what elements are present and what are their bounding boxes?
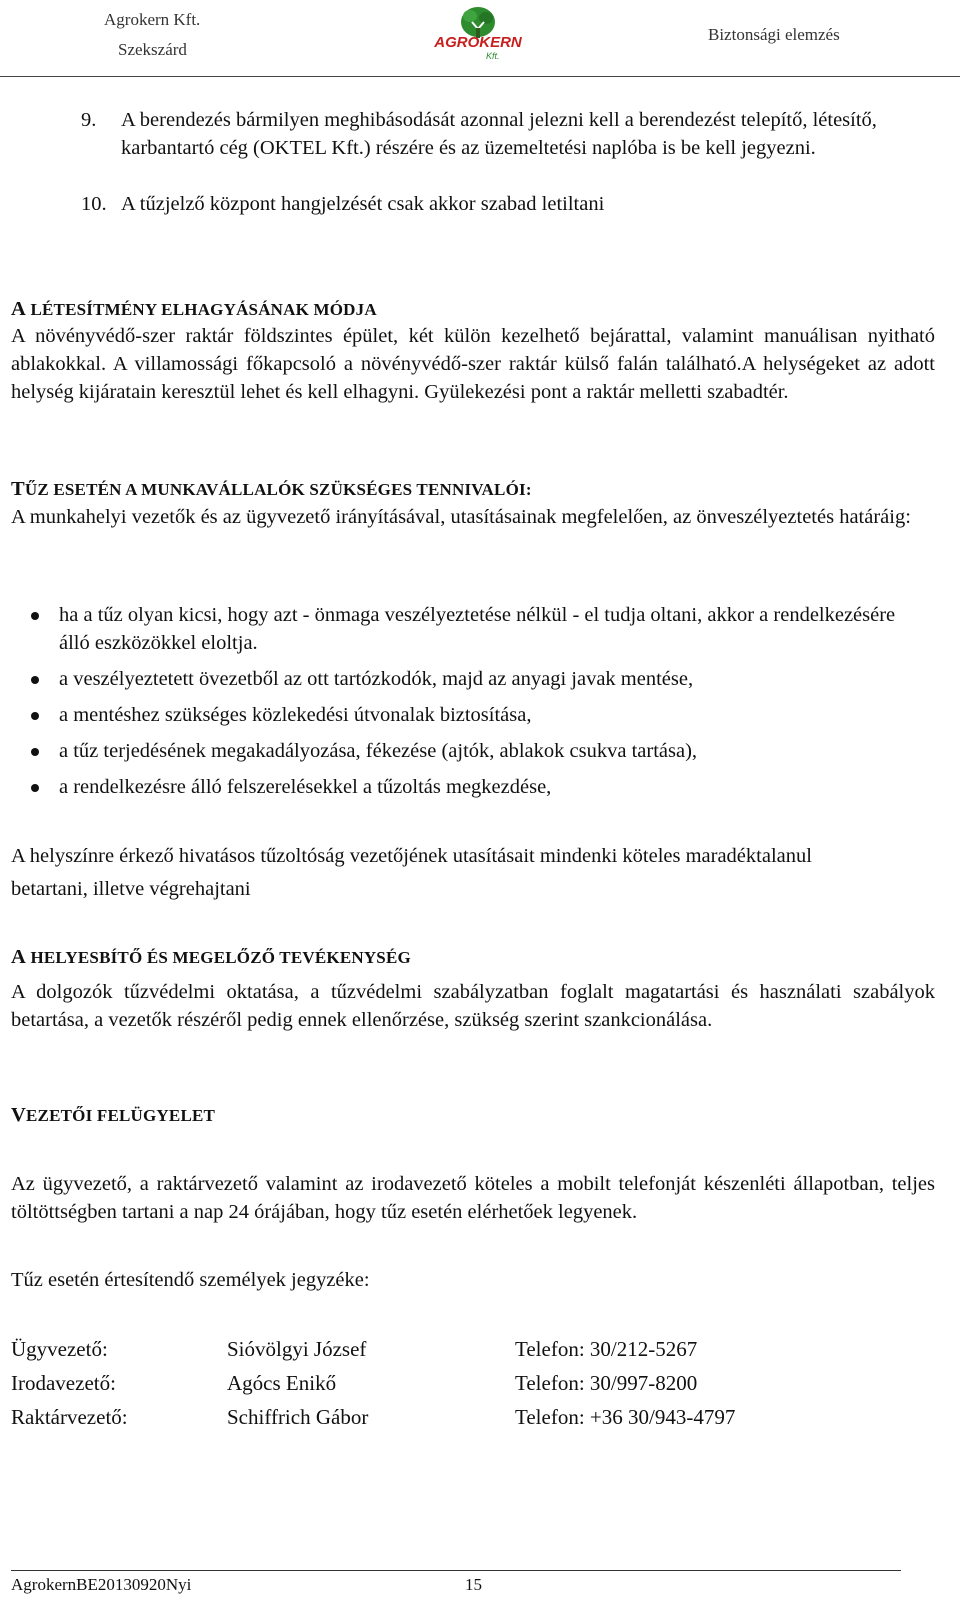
- list-item-10-text: A tűzjelző központ hangjelzését csak akkor szabad letiltani: [121, 193, 605, 215]
- supervision-heading-initial: V: [11, 1104, 27, 1126]
- fire-duties-list: [11, 601, 921, 801]
- list-item: a veszélyeztetett övezetből az ott tartózkodók, majd az anyagi javak mentése,: [11, 665, 921, 693]
- fire-duties-intro: A munkahelyi vezetők és az ügyvezető irányításával, utasításainak megfelelően, az önveszélyeztetés határáig:: [11, 506, 911, 528]
- correction-text: A dolgozók tűzvédelmi oktatása, a tűzvédelmi szabályzatban foglalt magatartási és használati szabályok betartása, a vezetők részéről pedig ennek ellenőrzése, szükség szerint szankcionálása.: [11, 981, 935, 1031]
- table-row: [11, 1366, 911, 1400]
- logo-text: AGROKERN: [434, 34, 522, 51]
- supervision-heading-rest: EZETŐI FELÜGYELET: [26, 1106, 216, 1125]
- list-item: a tűz terjedésének megakadályozása, fékezése (ajtók, ablakok csukva tartása),: [11, 737, 921, 765]
- contact-role: Raktárvezető:: [11, 1405, 128, 1429]
- contact-name: Agócs Enikő: [227, 1371, 337, 1395]
- fire-duties-heading: [11, 478, 532, 501]
- correction-heading-rest: HELYESBÍTŐ ÉS MEGELŐZŐ TEVÉKENYSÉG: [26, 948, 411, 967]
- supervision-heading: [11, 1104, 215, 1127]
- table-row: [11, 1332, 911, 1366]
- company-city: Szekszárd: [118, 40, 187, 59]
- evacuation-heading: [11, 298, 377, 321]
- contact-name: Schiffrich Gábor: [227, 1405, 369, 1429]
- bullet-icon: [31, 612, 39, 620]
- fire-duties-closing: A helyszínre érkező hivatásos tűzoltóság vezetőjének utasításait mindenki köteles maradéktalanul betartani, illetve végrehajtani: [11, 845, 812, 900]
- fire-duties-heading-rest: ŰZ ESETÉN A MUNKAVÁLLALÓK SZÜKSÉGES TENNIVALÓI:: [24, 480, 532, 499]
- header-divider: [0, 76, 960, 77]
- supervision-text: Az ügyvezető, a raktárvezető valamint az irodavezető köteles a mobilt telefonját készenléti állapotban, teljes töltöttségben tartani a nap 24 órájában, hogy tűz esetén elérhetőek legyenek.: [11, 1173, 935, 1223]
- agrokern-logo: [428, 2, 528, 68]
- fire-duties-heading-initial: T: [11, 478, 25, 500]
- bullet-icon: [31, 784, 39, 792]
- document-title: Biztonsági elemzés: [708, 25, 840, 44]
- evacuation-heading-rest: LÉTESÍTMÉNY ELHAGYÁSÁNAK MÓDJA: [26, 300, 377, 319]
- contact-phone: Telefon: 30/212-5267: [515, 1337, 698, 1361]
- list-item-9-text: A berendezés bármilyen meghibásodását azonnal jelezni kell a berendezést telepítő, létesítő, karbantartó cég (OKTEL Kft.) részére és az üzemeltetési naplóba is be kell jegyezni.: [121, 109, 877, 159]
- correction-heading-initial: A: [11, 946, 27, 968]
- footer-doc-id: AgrokernBE20130920Nyi: [11, 1575, 192, 1594]
- correction-heading: [11, 946, 411, 969]
- bullet-icon: [31, 712, 39, 720]
- list-item: ha a tűz olyan kicsi, hogy azt - önmaga veszélyeztetése nélkül - el tudja oltani, akkor a rendelkezésére álló eszközökkel eloltja.: [11, 601, 921, 657]
- bullet-icon: [31, 676, 39, 684]
- logo-sub-text: Kft.: [486, 51, 500, 61]
- footer-divider: [11, 1570, 901, 1571]
- list-number-10: 10.: [81, 193, 107, 215]
- list-item: a mentéshez szükséges közlekedési útvonalak biztosítása,: [11, 701, 921, 729]
- evacuation-text: A növényvédő-szer raktár földszintes épület, két külön kezelhető bejárattal, valamint manuálisan nyitható ablakokkal. A villamossági főkapcsoló a növényvédő-szer raktár külső falán található.A helységeket az adott helység kijáratain keresztül lehet és kell elhagyni. Gyülekezési pont a raktár melletti szabadtér.: [11, 325, 935, 403]
- company-name: Agrokern Kft.: [104, 10, 201, 29]
- contacts-intro: Tűz esetén értesítendő személyek jegyzéke:: [11, 1269, 370, 1291]
- contact-role: Ügyvezető:: [11, 1337, 108, 1361]
- bullet-icon: [31, 748, 39, 756]
- contacts-table: [11, 1332, 911, 1434]
- page-number: 15: [465, 1575, 482, 1594]
- table-row: [11, 1400, 911, 1434]
- contact-phone: Telefon: +36 30/943-4797: [515, 1405, 736, 1429]
- contact-phone: Telefon: 30/997-8200: [515, 1371, 698, 1395]
- contact-role: Irodavezető:: [11, 1371, 116, 1395]
- contact-name: Sióvölgyi József: [227, 1337, 367, 1361]
- list-item: a rendelkezésre álló felszerelésekkel a tűzoltás megkezdése,: [11, 773, 921, 801]
- evacuation-heading-initial: A: [11, 298, 27, 320]
- list-number-9: 9.: [81, 109, 97, 131]
